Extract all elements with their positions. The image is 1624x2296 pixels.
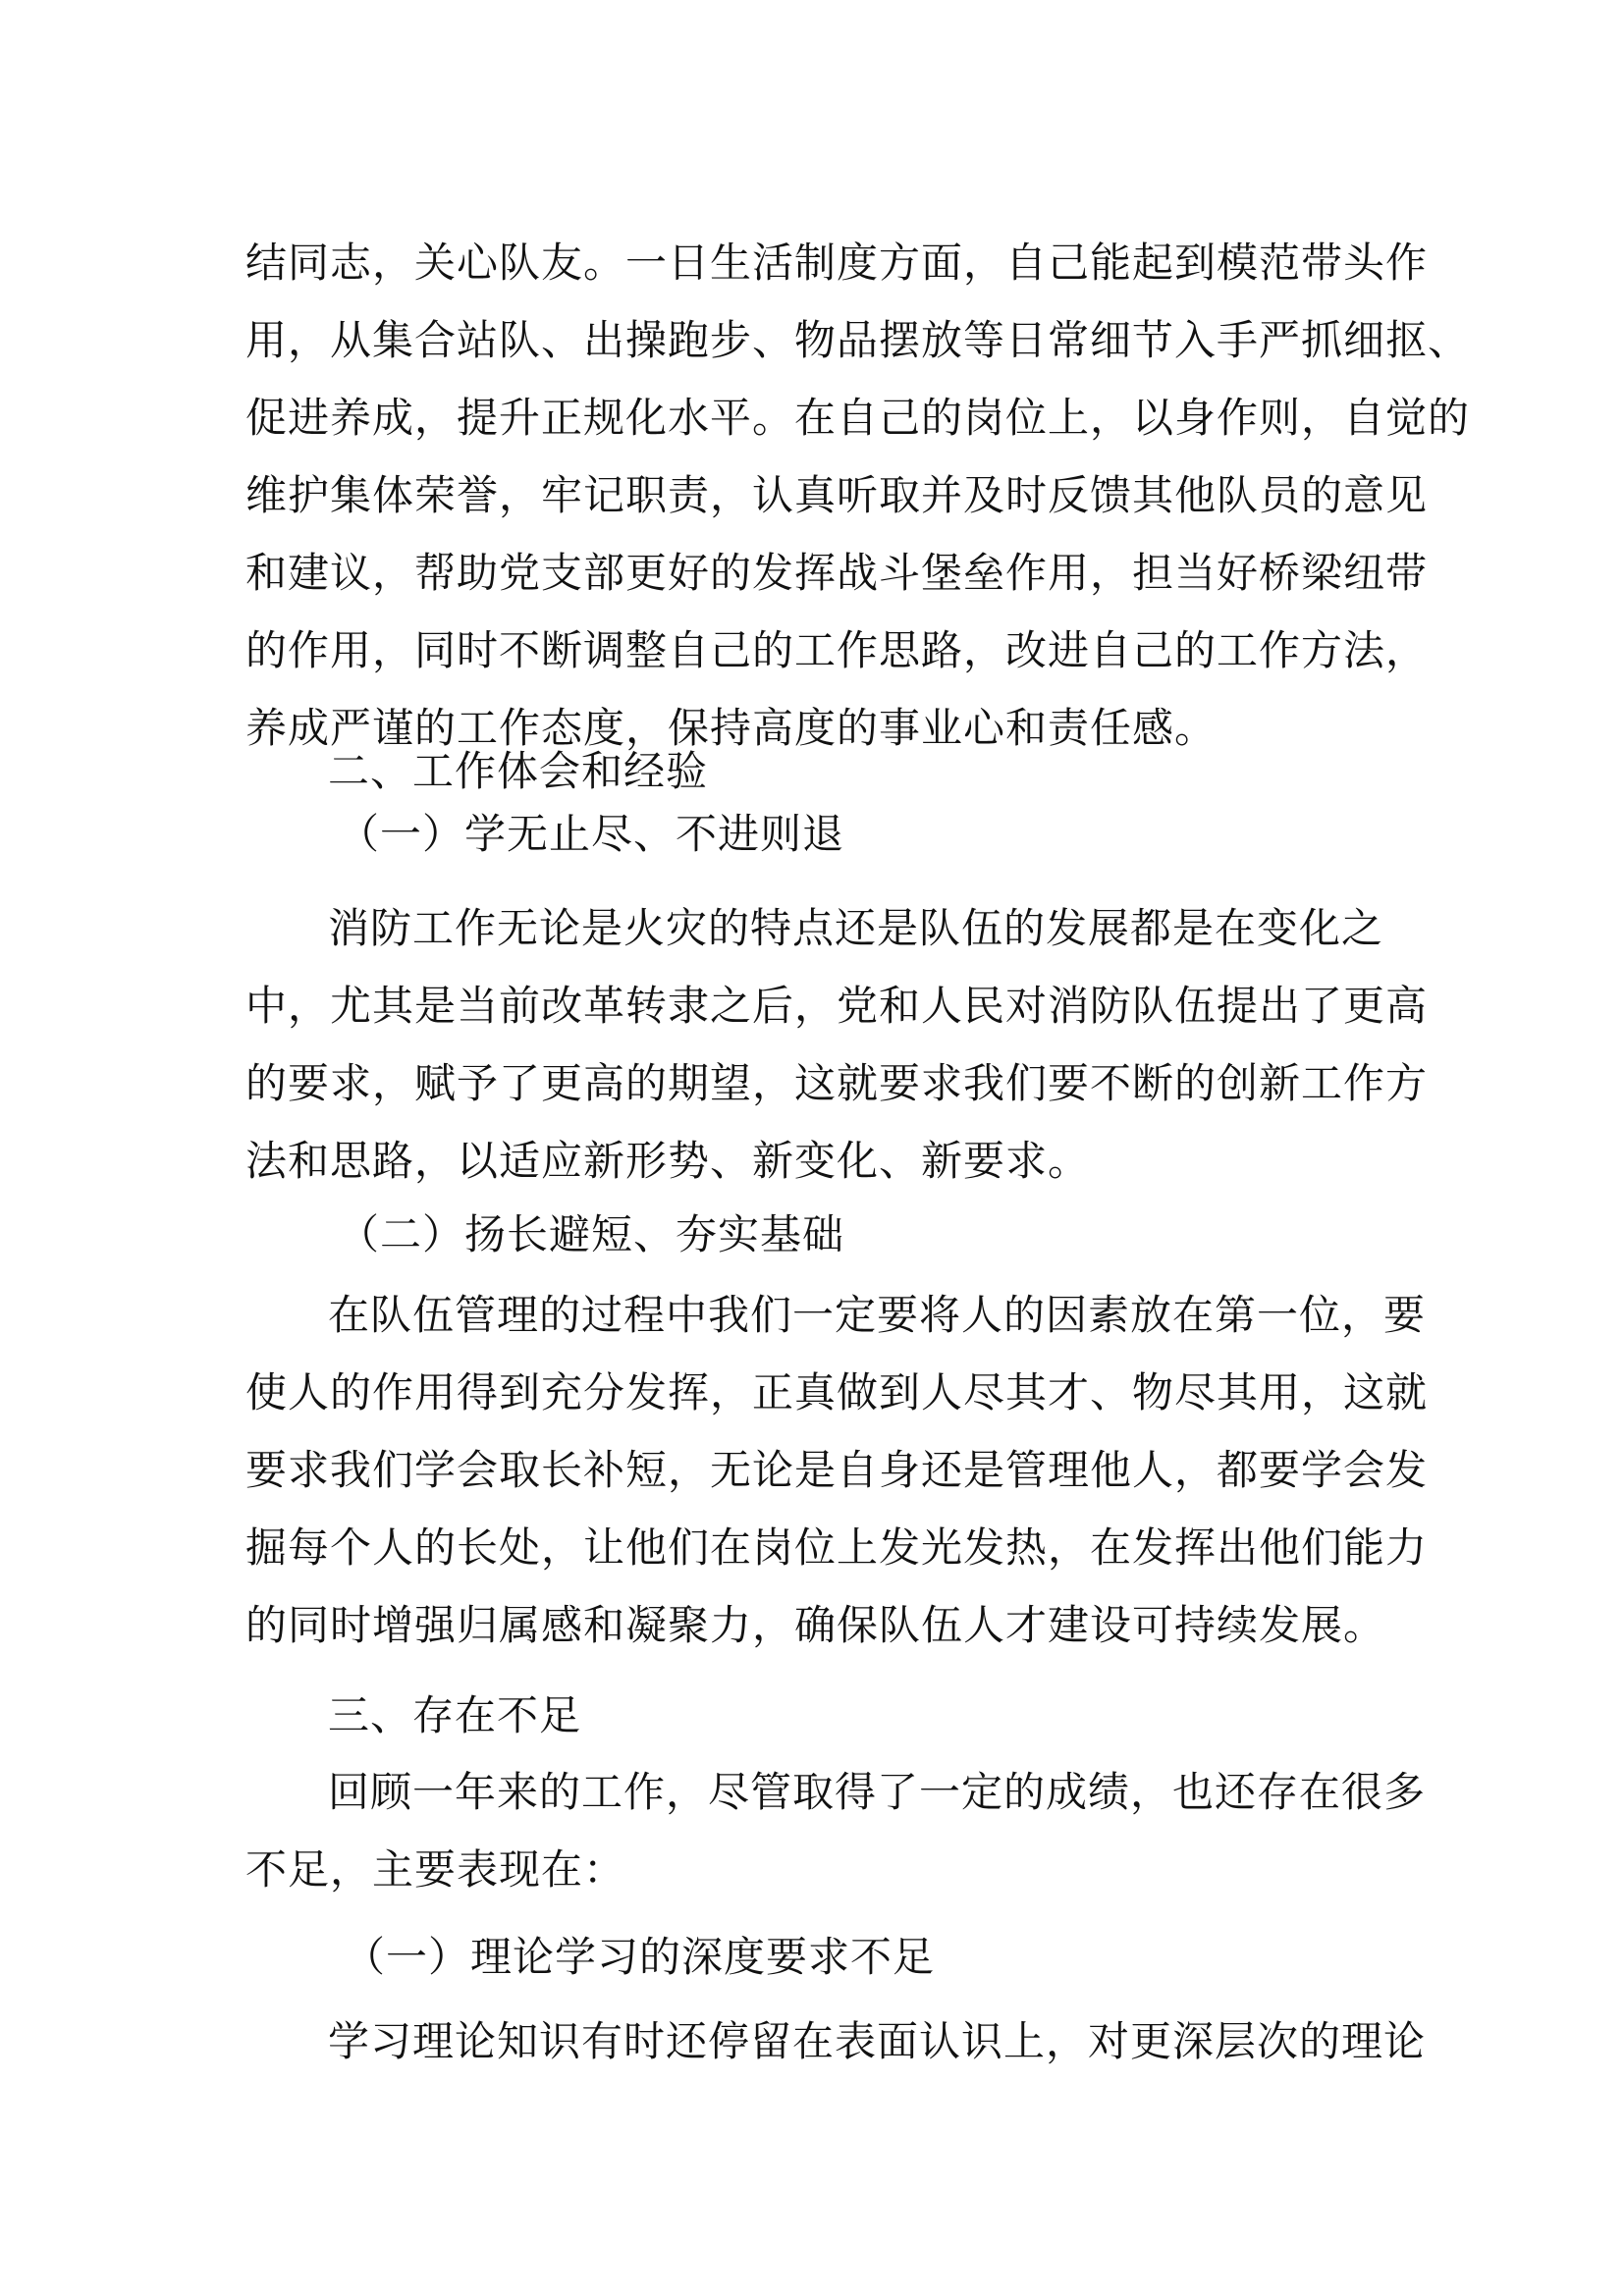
paragraph xyxy=(245,2002,1427,2080)
text-line: 的作用，同时不断调整自己的工作思路，改进自己的工作方法， xyxy=(245,626,1429,674)
text-line: 维护集体荣誉，牢记职责，认真听取并及时反馈其他队员的意见 xyxy=(245,471,1429,519)
text-line: 要求我们学会取长补短，无论是自身还是管理他人，都要学会发 xyxy=(245,1446,1429,1494)
subheading-strengths xyxy=(245,1203,1384,1266)
heading-text: 三、存在不足 xyxy=(328,1691,582,1739)
text-line: 消防工作无论是火灾的特点还是队伍的发展都是在变化之 xyxy=(328,904,1384,952)
section-heading-shortcomings xyxy=(245,1684,1384,1747)
subheading-theory xyxy=(245,1926,1384,1989)
text-line: 不足，主要表现在： xyxy=(245,1845,626,1894)
text-line: 结同志，关心队友。一日生活制度方面，自己能起到模范带头作 xyxy=(245,239,1429,287)
paragraph-innovation xyxy=(245,889,1429,1200)
paragraph xyxy=(245,224,1471,767)
paragraph xyxy=(245,889,1429,1200)
text-line: 用，从集合站队、出操跑步、物品摆放等日常细节入手严抓细抠、 xyxy=(245,316,1471,364)
text-line: 的要求，赋予了更高的期望，这就要求我们要不断的创新工作方 xyxy=(245,1059,1429,1107)
text-line: 在队伍管理的过程中我们一定要将人的因素放在第一位，要 xyxy=(328,1291,1427,1339)
paragraph xyxy=(245,1753,1427,1908)
paragraph-review xyxy=(245,1753,1427,1908)
text-line: 使人的作用得到充分发挥，正真做到人尽其才、物尽其用，这就 xyxy=(245,1368,1429,1416)
paragraph xyxy=(245,1276,1429,1664)
text-line: 掘每个人的长处，让他们在岗位上发光发热，在发挥出他们能力 xyxy=(245,1523,1429,1572)
paragraph-team-management xyxy=(245,1276,1429,1664)
text-line: 养成严谨的工作态度，保持高度的事业心和责任感。 xyxy=(245,704,1218,752)
section-heading-experience xyxy=(245,740,1384,803)
subheading-text: （二）扬长避短、夯实基础 xyxy=(338,1210,845,1258)
text-line: 回顾一年来的工作，尽管取得了一定的成绩，也还存在很多 xyxy=(328,1768,1427,1816)
paragraph-work-attitude xyxy=(245,224,1471,767)
text-line: 的同时增强归属感和凝聚力，确保队伍人才建设可持续发展。 xyxy=(245,1601,1386,1649)
heading-text: 二、工作体会和经验 xyxy=(328,747,709,795)
text-line: 中，尤其是当前改革转隶之后，党和人民对消防队伍提出了更高 xyxy=(245,982,1429,1030)
paragraph-theory-study xyxy=(245,2002,1427,2080)
subheading-text: （一）理论学习的深度要求不足 xyxy=(344,1933,936,1981)
text-line: 促进养成，提升正规化水平。在自己的岗位上，以身作则，自觉的 xyxy=(245,394,1471,442)
subheading-learning xyxy=(245,803,1384,866)
subheading-text: （一）学无止尽、不进则退 xyxy=(338,810,845,858)
text-line: 和建议，帮助党支部更好的发挥战斗堡垒作用，担当好桥梁纽带 xyxy=(245,549,1429,597)
text-line: 法和思路，以适应新形势、新变化、新要求。 xyxy=(245,1137,1091,1185)
text-line: 学习理论知识有时还停留在表面认识上，对更深层次的理论 xyxy=(328,2017,1427,2065)
